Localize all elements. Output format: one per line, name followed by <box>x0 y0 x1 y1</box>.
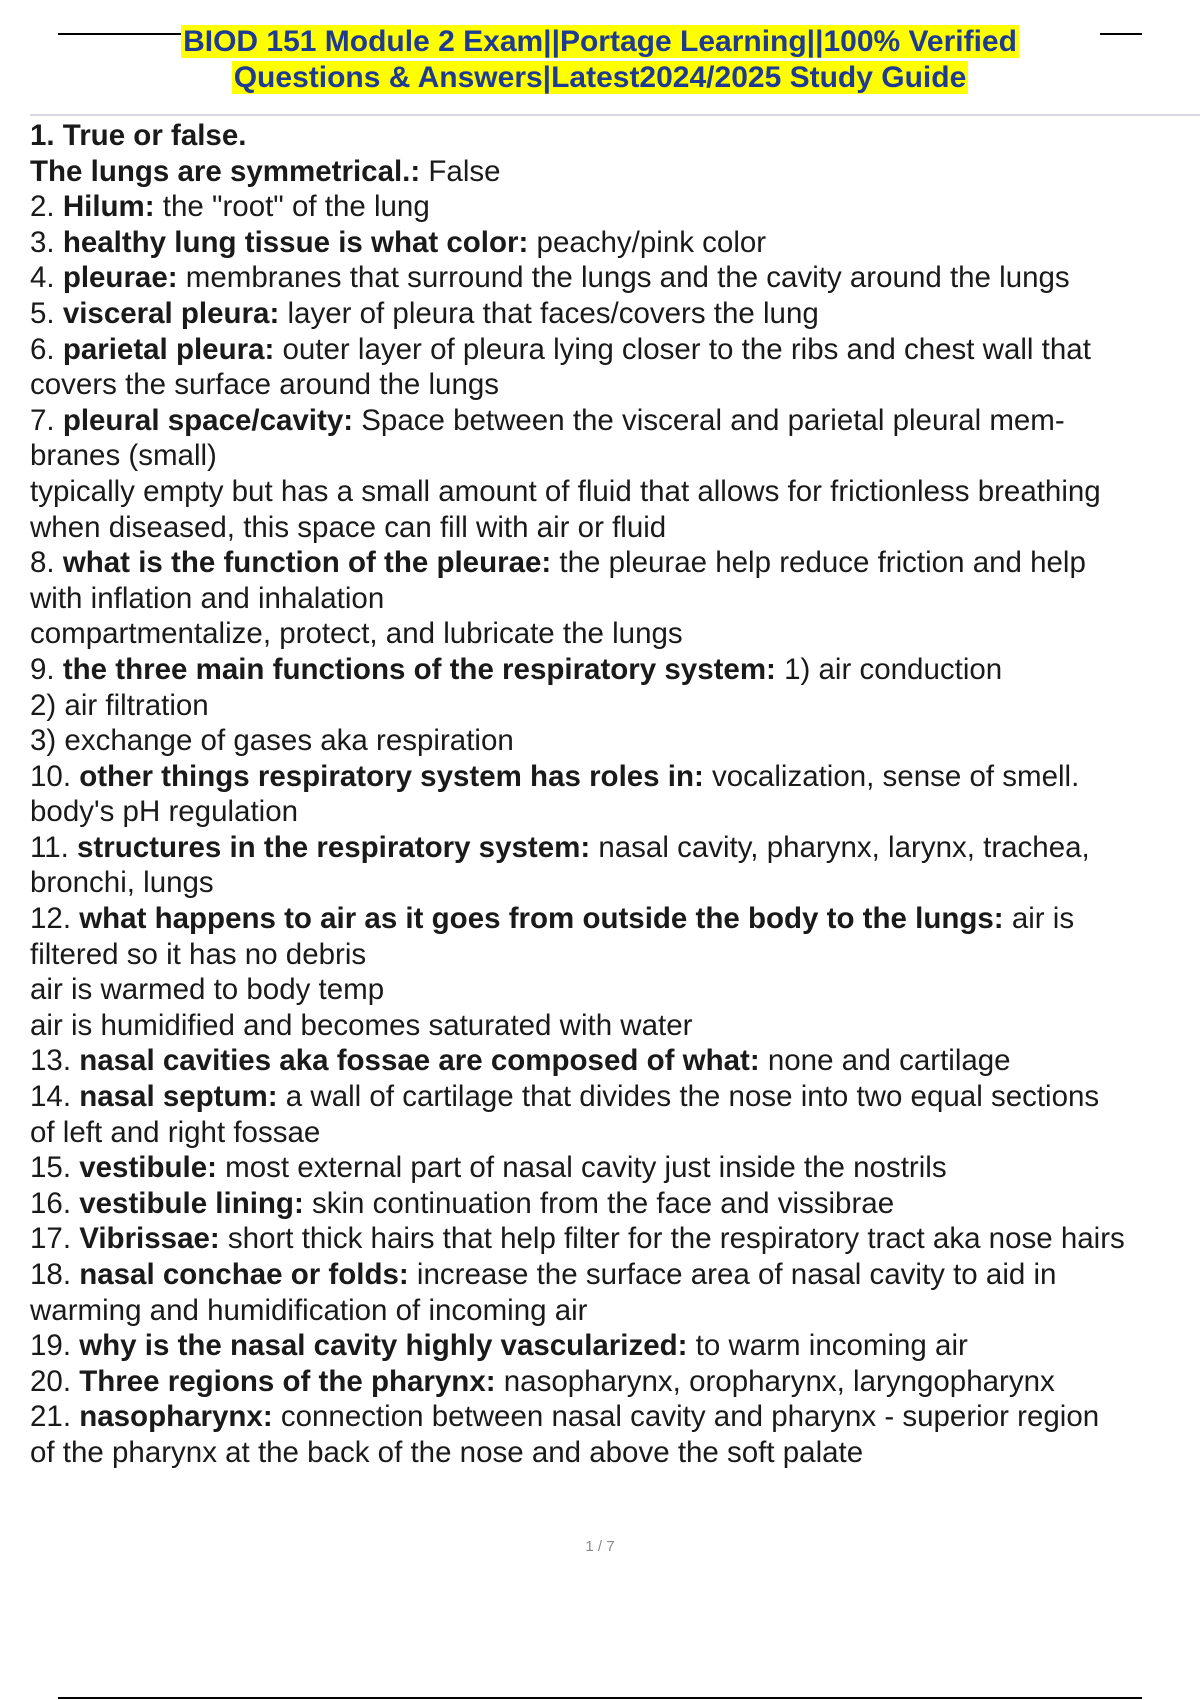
qa-item <box>30 1079 1198 1150</box>
qa-item <box>30 901 1198 1043</box>
qa-term: structures in the respiratory system: <box>77 830 591 864</box>
qa-number: 10. <box>30 759 80 793</box>
qa-line <box>30 545 1198 581</box>
qa-item <box>30 296 1198 332</box>
qa-term: other things respiratory system has roles in: <box>79 759 704 793</box>
qa-number: 12. <box>30 902 80 936</box>
qa-term: why is the nasal cavity highly vascularized: <box>79 1329 688 1363</box>
qa-term: parietal pleura: <box>62 332 275 366</box>
qa-line <box>30 972 1198 1008</box>
qa-number: 2. <box>30 190 63 224</box>
qa-definition: with inflation and inhalation <box>30 581 385 615</box>
bottom-rule <box>58 1697 1142 1699</box>
page-number: 1 / 7 <box>585 1538 615 1555</box>
qa-definition: bronchi, lungs <box>30 866 214 900</box>
qa-number: 19. <box>30 1329 80 1363</box>
qa-term: Hilum: <box>62 190 155 224</box>
qa-definition: air is <box>1003 902 1075 936</box>
title-highlight-1: BIOD 151 Module 2 Exam||Portage Learning||100% Verified <box>183 25 1017 58</box>
qa-definition: nasal cavity, pharynx, larynx, trachea, <box>590 830 1090 864</box>
qa-definition: layer of pleura that faces/covers the lung <box>279 296 819 330</box>
qa-item <box>30 545 1198 652</box>
qa-term: nasal cavities aka fossae are composed of what: <box>79 1044 760 1078</box>
qa-item <box>30 1364 1198 1400</box>
document-title <box>58 24 1142 96</box>
qa-line <box>30 688 1198 724</box>
qa-line <box>30 296 1198 332</box>
qa-line <box>30 260 1198 296</box>
qa-term: nasal conchae or folds: <box>79 1258 409 1291</box>
qa-definition: air is warmed to body temp <box>30 973 385 1007</box>
qa-item <box>30 1399 1198 1470</box>
qa-line <box>30 1399 1198 1435</box>
qa-line <box>30 1150 1198 1186</box>
qa-number: 3. <box>30 225 63 259</box>
qa-item <box>30 830 1198 901</box>
qa-item <box>30 1257 1198 1328</box>
qa-term: what is the function of the pleurae: <box>62 546 552 580</box>
qa-line <box>30 616 1198 652</box>
qa-item <box>30 332 1198 403</box>
qa-item <box>30 759 1198 830</box>
qa-definition: most external part of nasal cavity just inside the nostrils <box>216 1151 947 1185</box>
qa-term: The lungs are symmetrical.: <box>30 154 421 188</box>
qa-definition: covers the surface around the lungs <box>30 368 500 402</box>
qa-line <box>30 154 1198 190</box>
qa-term: nasopharynx: <box>79 1400 273 1434</box>
qa-line <box>30 794 1198 830</box>
title-line-1 <box>58 24 1142 60</box>
qa-definition: peachy/pink color <box>528 225 767 259</box>
qa-definition: the pleurae help reduce friction and help <box>551 546 1086 580</box>
qa-line <box>30 367 1198 403</box>
qa-item <box>30 403 1198 545</box>
qa-definition: connection between nasal cavity and pharynx - superior region <box>272 1400 1100 1434</box>
qa-definition: body's pH regulation <box>30 795 299 829</box>
qa-definition: of the pharynx at the back of the nose and above the soft palate <box>30 1435 864 1469</box>
qa-line <box>30 1257 1198 1293</box>
qa-line <box>30 830 1198 866</box>
qa-line <box>30 1328 1198 1364</box>
qa-definition: skin continuation from the face and vissibrae <box>303 1186 895 1220</box>
qa-list <box>30 118 1198 1471</box>
qa-item <box>30 1043 1198 1079</box>
qa-number: 9. <box>30 652 63 686</box>
qa-line <box>30 1186 1198 1222</box>
qa-definition: air is humidified and becomes saturated with water <box>30 1008 693 1042</box>
qa-definition: membranes that surround the lungs and the cavity around the lungs <box>177 261 1070 295</box>
qa-term: visceral pleura: <box>62 296 280 330</box>
qa-line <box>30 759 1198 795</box>
qa-number: 18. <box>30 1258 80 1291</box>
header-divider <box>30 114 1200 116</box>
qa-term: healthy lung tissue is what color: <box>62 225 529 259</box>
qa-line <box>30 1008 1198 1044</box>
qa-number: 14. <box>30 1080 80 1114</box>
qa-line <box>30 1221 1198 1257</box>
qa-definition: compartmentalize, protect, and lubricate the lungs <box>30 617 683 651</box>
qa-item <box>30 1150 1198 1186</box>
qa-definition: 3) exchange of gases aka respiration <box>30 724 514 758</box>
qa-line <box>30 1115 1198 1151</box>
qa-line <box>30 189 1198 225</box>
qa-definition: short thick hairs that help filter for the respiratory tract aka nose hairs <box>219 1222 1125 1256</box>
qa-number: 8. <box>30 546 63 580</box>
qa-item <box>30 1221 1198 1257</box>
qa-line <box>30 1364 1198 1400</box>
qa-definition: vocalization, sense of smell. <box>703 759 1080 793</box>
qa-line <box>30 1293 1198 1329</box>
qa-definition: outer layer of pleura lying closer to the ribs and chest wall that <box>274 332 1091 366</box>
qa-item <box>30 225 1198 261</box>
qa-number: 16. <box>30 1186 80 1220</box>
qa-term: the three main functions of the respiratory system: <box>62 652 776 686</box>
qa-definition: False <box>420 154 501 188</box>
qa-term: vestibule: <box>79 1151 217 1185</box>
qa-item <box>30 189 1198 225</box>
qa-definition: 2) air filtration <box>30 688 209 722</box>
qa-definition: nasopharynx, oropharynx, laryngopharynx <box>495 1364 1055 1398</box>
qa-line <box>30 118 1198 154</box>
qa-definition: warming and humidification of incoming air <box>30 1293 588 1327</box>
qa-definition: when diseased, this space can fill with air or fluid <box>30 510 667 544</box>
qa-item <box>30 652 1198 759</box>
qa-line <box>30 652 1198 688</box>
qa-definition: 1) air conduction <box>775 652 1003 686</box>
qa-number: 20. <box>30 1364 80 1398</box>
qa-term: 1. True or false. <box>30 119 247 152</box>
qa-line <box>30 474 1198 510</box>
qa-line <box>30 332 1198 368</box>
qa-line <box>30 225 1198 261</box>
qa-term: Vibrissae: <box>79 1222 220 1256</box>
qa-line <box>30 581 1198 617</box>
qa-definition: the "root" of the lung <box>154 190 430 224</box>
qa-definition: to warm incoming air <box>687 1329 968 1363</box>
qa-line <box>30 438 1198 474</box>
qa-definition: increase the surface area of nasal cavity to aid in <box>408 1258 1057 1291</box>
qa-term: nasal septum: <box>79 1080 278 1114</box>
qa-number: 4. <box>30 261 63 295</box>
qa-line <box>30 1079 1198 1115</box>
qa-term: vestibule lining: <box>79 1186 304 1220</box>
qa-line <box>30 403 1198 439</box>
qa-definition: filtered so it has no debris <box>30 937 367 971</box>
qa-number: 6. <box>30 332 63 366</box>
qa-definition: Space between the visceral and parietal pleural mem- <box>353 403 1065 437</box>
qa-definition: of left and right fossae <box>30 1115 321 1149</box>
qa-number: 13. <box>30 1044 80 1078</box>
title-line-2 <box>58 60 1142 96</box>
qa-definition: none and cartilage <box>759 1044 1011 1078</box>
qa-term: pleurae: <box>62 261 178 295</box>
qa-definition: typically empty but has a small amount of fluid that allows for frictionless breathing <box>30 474 1101 508</box>
qa-line <box>30 1435 1198 1471</box>
qa-line <box>30 901 1198 937</box>
qa-line <box>30 723 1198 759</box>
qa-line <box>30 1043 1198 1079</box>
qa-number: 5. <box>30 296 63 330</box>
qa-item <box>30 1328 1198 1364</box>
qa-definition: branes (small) <box>30 439 217 473</box>
qa-number: 7. <box>30 403 63 437</box>
qa-term: Three regions of the pharynx: <box>79 1364 496 1398</box>
qa-item <box>30 1186 1198 1222</box>
qa-number: 15. <box>30 1151 80 1185</box>
qa-number: 21. <box>30 1400 80 1434</box>
title-highlight-2: Questions & Answers|Latest2024/2025 Study Guide <box>233 61 967 94</box>
qa-term: what happens to air as it goes from outside the body to the lungs: <box>79 902 1004 936</box>
qa-term: pleural space/cavity: <box>62 403 354 437</box>
qa-definition: a wall of cartilage that divides the nose into two equal sections <box>277 1080 1100 1114</box>
qa-item <box>30 118 1198 189</box>
qa-item <box>30 260 1198 296</box>
qa-line <box>30 510 1198 546</box>
qa-number: 17. <box>30 1222 80 1256</box>
qa-number: 11. <box>30 830 78 864</box>
qa-line <box>30 937 1198 973</box>
qa-line <box>30 865 1198 901</box>
